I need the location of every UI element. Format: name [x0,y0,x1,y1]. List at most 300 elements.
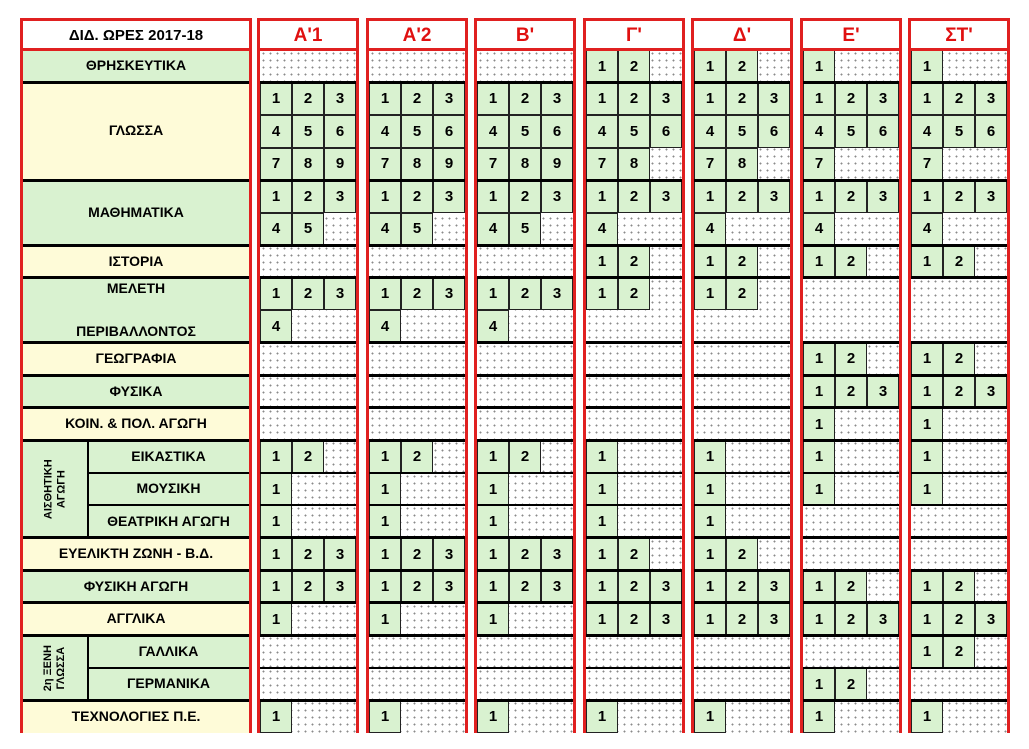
hour-cell: 3 [433,83,465,116]
hour-cell: 1 [369,440,401,473]
row-separator [586,341,682,344]
hour-cell: 7 [586,148,618,181]
hour-cell: 2 [401,278,433,311]
hour-cell: 1 [803,440,835,473]
row-separator [260,634,356,637]
empty-slot-area [369,343,465,376]
hour-cell: 5 [835,115,867,148]
empty-slot-area [911,505,1007,538]
hour-cell: 4 [369,213,401,246]
hour-cell: 3 [975,83,1007,116]
row-separator [369,439,465,442]
hour-cell: 1 [260,180,292,213]
row-separator [23,276,249,279]
hour-cell: 1 [586,180,618,213]
hour-cell: 4 [911,213,943,246]
empty-slot-area [911,668,1007,701]
hour-cell: 1 [369,180,401,213]
hour-cell: 6 [758,115,790,148]
subject-label-line: ΕΙΚΑΣΤΙΚΑ [131,447,206,464]
row-separator [803,504,899,506]
hour-cell: 2 [292,440,324,473]
row-separator [260,504,356,506]
hour-cell: 1 [369,603,401,636]
subject-label-line: ΘΡΗΣΚΕΥΤΙΚΑ [85,57,187,74]
row-separator [477,504,573,506]
hour-cell: 2 [401,570,433,603]
hour-cell: 1 [911,635,943,668]
row-separator [911,569,1007,572]
hour-cell: 7 [911,148,943,181]
row-separator [23,341,249,344]
hour-cell: 1 [694,83,726,116]
empty-slot-area [477,375,573,408]
hour-cell: 6 [867,115,899,148]
hour-cell: 3 [433,570,465,603]
hour-cell: 8 [726,148,758,181]
subject-label [23,700,249,733]
subject-label [23,180,249,245]
row-separator [803,601,899,604]
hour-cell: 1 [260,473,292,506]
hour-cell: 2 [835,83,867,116]
hour-cell: 2 [292,180,324,213]
hour-cell: 4 [260,115,292,148]
row-separator [260,569,356,572]
hour-cell: 1 [911,440,943,473]
row-separator [369,374,465,377]
hour-cell: 1 [369,505,401,538]
row-separator [803,374,899,377]
hour-cell: 1 [369,700,401,733]
hour-cell: 6 [324,115,356,148]
row-separator [911,439,1007,442]
empty-slot-area [911,538,1007,571]
row-separator [260,472,356,474]
row-separator [803,569,899,572]
subject-label-line: ΦΥΣΙΚΑ [109,382,163,399]
hour-cell: 1 [369,570,401,603]
empty-slot-area [586,375,682,408]
hour-cell: 9 [433,148,465,181]
subject-label-line: ΠΕΡΙΒΑΛΛΟΝΤΟΣ [76,323,196,340]
row-separator [694,667,790,669]
header-separator [691,48,793,51]
row-separator [911,601,1007,604]
group-label-text [42,459,68,519]
empty-slot-area [803,635,899,668]
group-row-separator [88,504,249,506]
row-separator [803,699,899,702]
hour-cell: 1 [477,570,509,603]
hour-cell: 5 [509,115,541,148]
row-separator [911,634,1007,637]
empty-slot-area [911,278,1007,343]
hour-cell: 1 [369,83,401,116]
row-separator [260,439,356,442]
row-separator [803,472,899,474]
hour-cell: 9 [541,148,573,181]
hour-cell: 2 [618,538,650,571]
hour-cell: 6 [541,115,573,148]
hour-cell: 4 [803,115,835,148]
hour-cell: 1 [694,278,726,311]
row-separator [477,667,573,669]
hour-cell: 2 [618,245,650,278]
empty-slot-area [369,635,465,668]
row-separator [260,374,356,377]
hour-cell: 7 [694,148,726,181]
hour-cell: 8 [618,148,650,181]
header-separator [583,48,685,51]
hour-cell: 3 [758,180,790,213]
row-separator [803,244,899,247]
empty-slot-area [369,50,465,83]
subject-label [88,473,249,506]
row-separator [694,634,790,637]
hour-cell: 1 [586,440,618,473]
hour-cell: 1 [260,700,292,733]
row-separator [369,406,465,409]
row-separator [694,439,790,442]
row-separator [23,179,249,182]
row-separator [694,179,790,182]
hour-cell: 1 [911,83,943,116]
row-separator [586,569,682,572]
hour-cell: 1 [477,538,509,571]
class-header: Δ' [732,24,752,46]
hour-cell: 1 [586,570,618,603]
hour-cell: 3 [541,538,573,571]
row-separator [23,439,249,442]
hour-cell: 2 [292,278,324,311]
hour-cell: 2 [401,83,433,116]
hour-cell: 1 [911,375,943,408]
hour-cell: 1 [911,343,943,376]
hour-cell: 2 [726,83,758,116]
class-header: ΣΤ' [945,24,973,46]
hour-cell: 4 [477,115,509,148]
empty-slot-area [694,408,790,441]
row-separator [694,536,790,539]
hour-cell: 1 [477,505,509,538]
row-separator [477,244,573,247]
row-separator [694,341,790,344]
subject-label-line: ΙΣΤΟΡΙΑ [108,252,164,269]
hour-cell: 2 [943,375,975,408]
hour-cell: 1 [911,245,943,278]
row-separator [911,276,1007,279]
hour-cell: 1 [911,180,943,213]
row-separator [477,81,573,84]
hour-cell: 1 [369,538,401,571]
class-header: Γ' [626,24,642,46]
hour-cell: 3 [758,570,790,603]
empty-slot-area [477,343,573,376]
row-separator [23,81,249,84]
hour-cell: 3 [433,278,465,311]
row-separator [586,634,682,637]
subject-label [23,245,249,278]
row-separator [23,244,249,247]
hour-cell: 1 [260,83,292,116]
empty-slot-area [803,278,899,343]
hour-cell: 3 [324,83,356,116]
empty-slot-area [586,668,682,701]
hour-cell: 2 [943,570,975,603]
hour-cell: 2 [726,278,758,311]
subject-label [88,668,249,701]
row-separator [803,536,899,539]
hour-cell: 2 [618,83,650,116]
header-separator [20,48,252,51]
hour-cell: 1 [803,408,835,441]
hour-cell: 4 [260,213,292,246]
hour-cell: 7 [369,148,401,181]
empty-slot-area [369,245,465,278]
empty-slot-area [260,50,356,83]
hour-cell: 1 [803,343,835,376]
subject-label [23,343,249,376]
row-separator [803,667,899,669]
hour-cell: 5 [401,115,433,148]
hour-cell: 1 [586,538,618,571]
row-separator [694,406,790,409]
hour-cell: 1 [586,603,618,636]
hour-cell: 4 [694,213,726,246]
empty-slot-area [803,505,899,538]
row-separator [803,81,899,84]
hour-cell: 2 [726,603,758,636]
hour-cell: 3 [650,83,682,116]
hour-cell: 1 [477,83,509,116]
row-separator [911,179,1007,182]
row-separator [260,276,356,279]
hour-cell: 2 [726,538,758,571]
hour-cell: 5 [509,213,541,246]
row-separator [23,634,249,637]
row-separator [260,244,356,247]
row-separator [260,406,356,409]
hour-cell: 3 [975,375,1007,408]
subject-label [23,408,249,441]
row-separator [694,81,790,84]
row-separator [694,374,790,377]
subject-label-line: ΑΓΓΛΙΚΑ [106,610,166,627]
row-separator [911,472,1007,474]
hour-cell: 3 [324,538,356,571]
empty-slot-area [260,245,356,278]
empty-slot-area [694,343,790,376]
row-separator [911,699,1007,702]
hour-cell: 1 [803,245,835,278]
hour-cell: 7 [803,148,835,181]
hour-cell: 4 [369,115,401,148]
row-separator [694,504,790,506]
empty-slot-area [260,635,356,668]
subject-label-line: ΚΟΙΝ. & ΠΟΛ. ΑΓΩΓΗ [65,415,207,432]
hour-cell: 2 [943,635,975,668]
row-separator [23,569,249,572]
row-separator [694,244,790,247]
subject-label-line: ΓΕΩΓΡΑΦΙΑ [95,350,177,367]
row-separator [260,536,356,539]
subject-label [23,278,249,343]
hour-cell: 3 [758,603,790,636]
hour-cell: 1 [803,180,835,213]
subject-label-line: ΦΥΣΙΚΗ ΑΓΩΓΗ [83,577,189,594]
row-separator [694,601,790,604]
hour-cell: 2 [509,570,541,603]
row-separator [586,81,682,84]
hour-cell: 3 [975,180,1007,213]
hour-cell: 2 [509,180,541,213]
hour-cell: 3 [541,570,573,603]
hour-cell: 3 [867,83,899,116]
hour-cell: 5 [618,115,650,148]
hour-cell: 2 [835,245,867,278]
row-separator [694,472,790,474]
row-separator [369,569,465,572]
group-label-line: ΑΓΩΓΗ [55,470,68,509]
header-separator [908,48,1010,51]
row-separator [586,536,682,539]
hour-cell: 3 [867,180,899,213]
row-separator [477,472,573,474]
hour-cell: 2 [401,538,433,571]
row-separator [911,504,1007,506]
hour-cell: 2 [618,570,650,603]
row-separator [477,276,573,279]
row-separator [911,667,1007,669]
subject-label [23,375,249,408]
empty-slot-area [694,635,790,668]
row-separator [694,569,790,572]
hour-cell: 4 [477,213,509,246]
hour-cell: 2 [401,180,433,213]
empty-slot-area [260,343,356,376]
hour-cell: 3 [433,538,465,571]
row-separator [586,439,682,442]
hour-cell: 1 [586,245,618,278]
hour-cell: 3 [324,180,356,213]
hour-cell: 2 [943,83,975,116]
empty-slot-area [586,343,682,376]
hour-cell: 4 [911,115,943,148]
hour-cell: 1 [586,700,618,733]
subject-label-line: ΓΕΡΜΑΝΙΚΑ [126,675,211,692]
row-separator [586,276,682,279]
subject-label [88,635,249,668]
hour-cell: 2 [943,180,975,213]
row-separator [477,536,573,539]
row-separator [260,81,356,84]
row-separator [369,667,465,669]
hour-cell: 4 [586,115,618,148]
hour-cell: 3 [541,278,573,311]
hour-cell: 3 [758,83,790,116]
hour-cell: 2 [726,570,758,603]
hour-cell: 1 [803,83,835,116]
subject-label-line: ΓΑΛΛΙΚΑ [138,642,199,659]
row-separator [369,699,465,702]
group-label-line: ΓΛΩΣΣΑ [55,646,68,690]
row-separator [369,601,465,604]
hour-cell: 1 [911,473,943,506]
hour-cell: 2 [618,278,650,311]
empty-slot-area [586,408,682,441]
hour-cell: 1 [260,603,292,636]
hour-cell: 5 [943,115,975,148]
hour-cell: 1 [694,245,726,278]
group-row-separator [88,667,249,669]
row-separator [477,374,573,377]
row-separator [586,179,682,182]
row-separator [369,634,465,637]
hour-cell: 1 [803,603,835,636]
subject-label [23,50,249,83]
row-separator [586,601,682,604]
table-title: ΔΙΔ. ΩΡΕΣ 2017-18 [68,27,204,44]
hour-cell: 3 [975,603,1007,636]
hour-cell: 2 [726,245,758,278]
row-separator [369,81,465,84]
hour-cell: 2 [509,440,541,473]
group-label-text [42,645,68,691]
hour-cell: 1 [369,278,401,311]
subject-label [88,440,249,473]
row-separator [477,601,573,604]
hour-cell: 9 [324,148,356,181]
hour-cell: 2 [292,538,324,571]
row-separator [911,244,1007,247]
hour-cell: 1 [694,50,726,83]
row-separator [586,244,682,247]
class-header: Α'2 [402,24,432,46]
row-separator [23,699,249,702]
hour-cell: 3 [867,603,899,636]
subject-label-line: ΕΥΕΛΙΚΤΗ ΖΩΝΗ - Β.Δ. [58,545,214,562]
row-separator [477,634,573,637]
hour-cell: 1 [911,700,943,733]
class-header: Ε' [842,24,860,46]
subject-label [23,570,249,603]
hour-cell: 4 [369,310,401,343]
hour-cell: 2 [509,83,541,116]
header-separator [800,48,902,51]
hour-cell: 1 [911,570,943,603]
hour-cell: 1 [477,700,509,733]
row-separator [586,374,682,377]
hour-cell: 2 [509,538,541,571]
row-separator [694,699,790,702]
empty-slot-area [369,375,465,408]
class-header: Α'1 [293,24,323,46]
empty-slot-area [477,245,573,278]
hour-cell: 1 [477,473,509,506]
row-separator [23,406,249,409]
hour-cell: 5 [726,115,758,148]
hour-cell: 4 [477,310,509,343]
subject-label-line: ΤΕΧΝΟΛΟΓΙΕΣ Π.Ε. [71,707,201,724]
hour-cell: 3 [650,180,682,213]
hour-cell: 1 [586,83,618,116]
hour-cell: 2 [618,50,650,83]
hour-cell: 2 [835,668,867,701]
empty-slot-area [369,408,465,441]
group-label-line: ΑΙΣΘΗΤΙΚΗ [42,459,55,519]
row-separator [477,569,573,572]
